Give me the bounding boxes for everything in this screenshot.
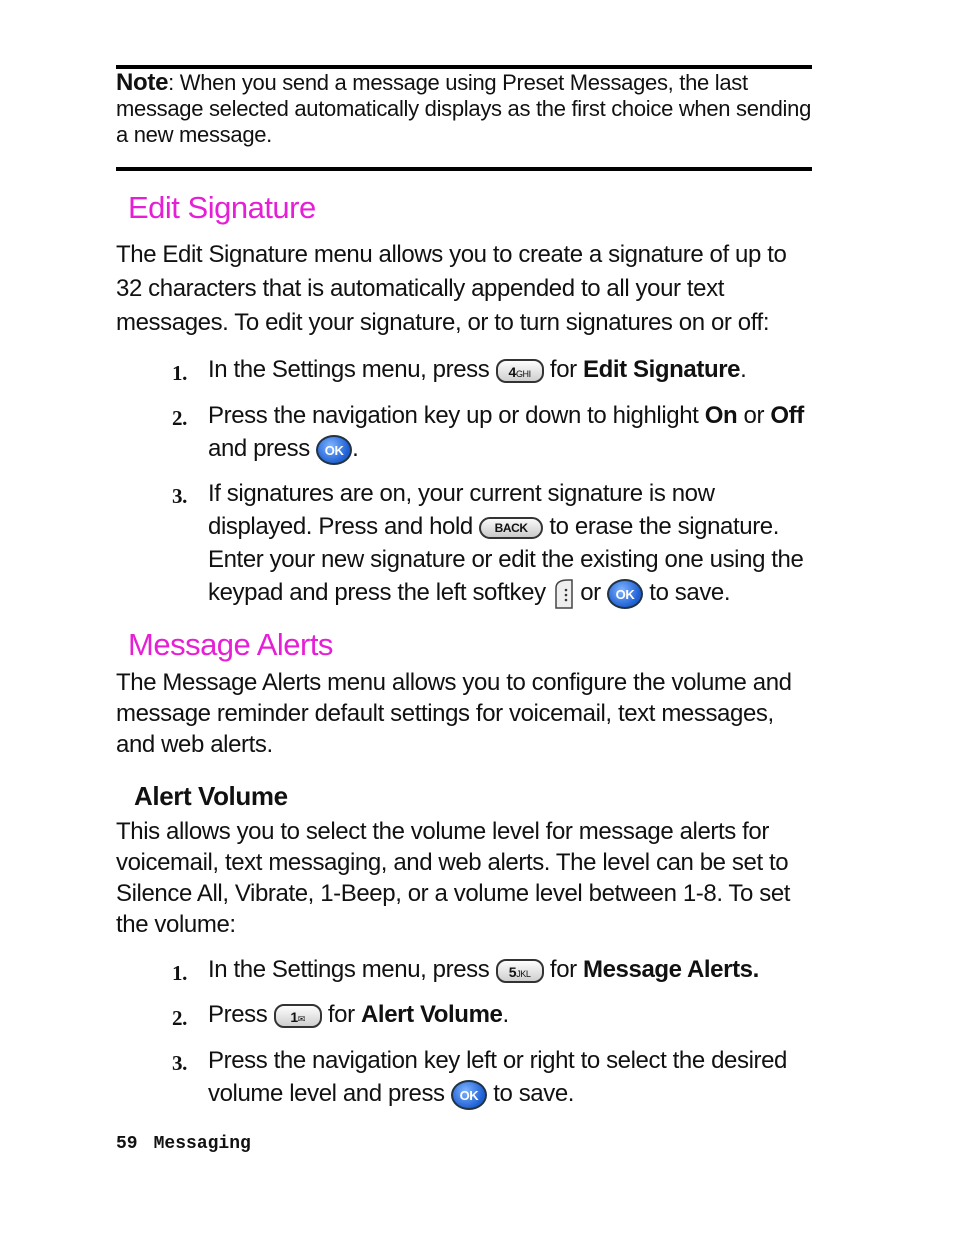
back-key-icon: BACK [479,517,543,539]
step-number: 2. [172,406,187,430]
step-number: 1. [172,361,187,385]
edit-signature-step-2: 2. Press the navigation key up or down to highlight On or Off and press OK . [172,399,822,465]
bottom-rule [116,167,812,171]
alert-volume-step-3: 3. Press the navigation key left or right to select the desired volume level and press OK to save. [172,1044,822,1110]
page-footer [116,1134,267,1154]
alert-volume-step-1: 1. In the Settings menu, press 5JKL for Message Alerts. [172,954,822,986]
key-5-icon: 5JKL [496,959,544,983]
alert-volume-heading: Alert Volume [134,781,288,811]
key-4-icon: 4GHI [496,359,544,383]
edit-signature-heading: Edit Signature [128,190,316,225]
note-text: : When you send a message using Preset Messages, the last message selected automatically displays as the first choice when sending a new message. [116,70,812,147]
edit-signature-intro: The Edit Signature menu allows you to create a signature of up to 32 characters that is automatically appended to all your text messages. To edit your signature, or to turn signatures on or off: [116,241,787,336]
ok-key-icon: OK [451,1080,487,1110]
section-name: Messaging [153,1134,251,1154]
alert-volume-intro: This allows you to select the volume level for message alerts for voicemail, text messaging, and web alerts. The level can be set to Silence All, Vibrate, 1-Beep, or a volume level between 1-8. To set the volume: [116,818,791,938]
on-label: On [704,402,738,429]
left-softkey-icon [552,578,574,610]
step-number: 3. [172,1051,187,1075]
edit-signature-label: Edit Signature [583,356,741,383]
key-1-icon: 1✉ [274,1004,322,1028]
step-text: In the Settings menu, press [208,356,490,383]
step-number: 1. [172,961,187,985]
page-number: 59 [116,1134,138,1154]
top-rule [116,65,812,69]
note-box [116,70,816,148]
step-number: 3. [172,484,187,508]
message-alerts-label: Message Alerts. [583,956,759,983]
ok-key-icon: OK [607,579,643,609]
ok-key-icon: OK [316,435,352,465]
off-label: Off [770,402,804,429]
step-number: 2. [172,1006,187,1030]
edit-signature-step-1: 1. In the Settings menu, press 4GHI for Edit Signature. [172,354,822,386]
message-alerts-intro: The Message Alerts menu allows you to configure the volume and message reminder default settings for voicemail, text messages, and web alerts. [116,669,792,758]
edit-signature-step-3: 3. If signatures are on, your current signature is now displayed. Press and hold BACK to erase the signature. Enter your new signature or edit the existing one using the keypad and press the left softkey or OK to save. [172,477,822,610]
message-alerts-heading: Message Alerts [128,627,333,662]
note-label: Note [116,69,169,96]
alert-volume-step-2: 2. Press 1✉ for Alert Volume. [172,999,822,1031]
alert-volume-label: Alert Volume [361,1001,503,1028]
